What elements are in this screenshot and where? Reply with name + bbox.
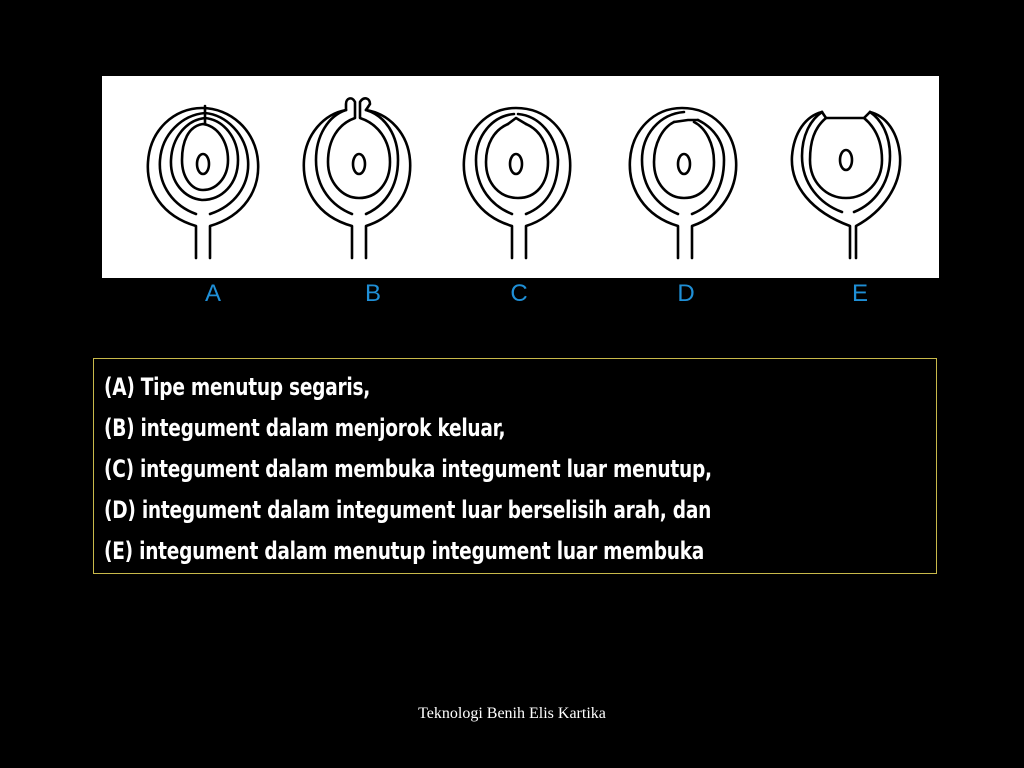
label-d: D	[677, 280, 695, 307]
description-box	[93, 358, 937, 574]
label-c: C	[510, 280, 528, 307]
ovule-e-drawing	[792, 112, 900, 258]
description-line-e: (E) integument dalam menutup integument luar membuka	[104, 537, 705, 565]
description-line-d: (D) integument dalam integument luar berselisih arah, dan	[104, 496, 712, 524]
footer-credit: Teknologi Benih Elis Kartika	[418, 705, 606, 722]
description-line-a: (A) Tipe menutup segaris,	[104, 373, 371, 401]
ovule-diagram	[102, 76, 939, 278]
label-e: E	[851, 280, 868, 307]
label-a: A	[204, 280, 221, 307]
description-line-b: (B) integument dalam menjorok keluar,	[104, 414, 506, 442]
label-b: B	[364, 280, 381, 307]
ovule-a-drawing	[148, 106, 258, 258]
ovule-b-drawing	[304, 98, 410, 258]
description-line-c: (C) integument dalam membuka integument luar menutup,	[104, 455, 712, 483]
ovule-c-drawing	[464, 108, 570, 258]
ovule-d-drawing	[630, 108, 736, 258]
